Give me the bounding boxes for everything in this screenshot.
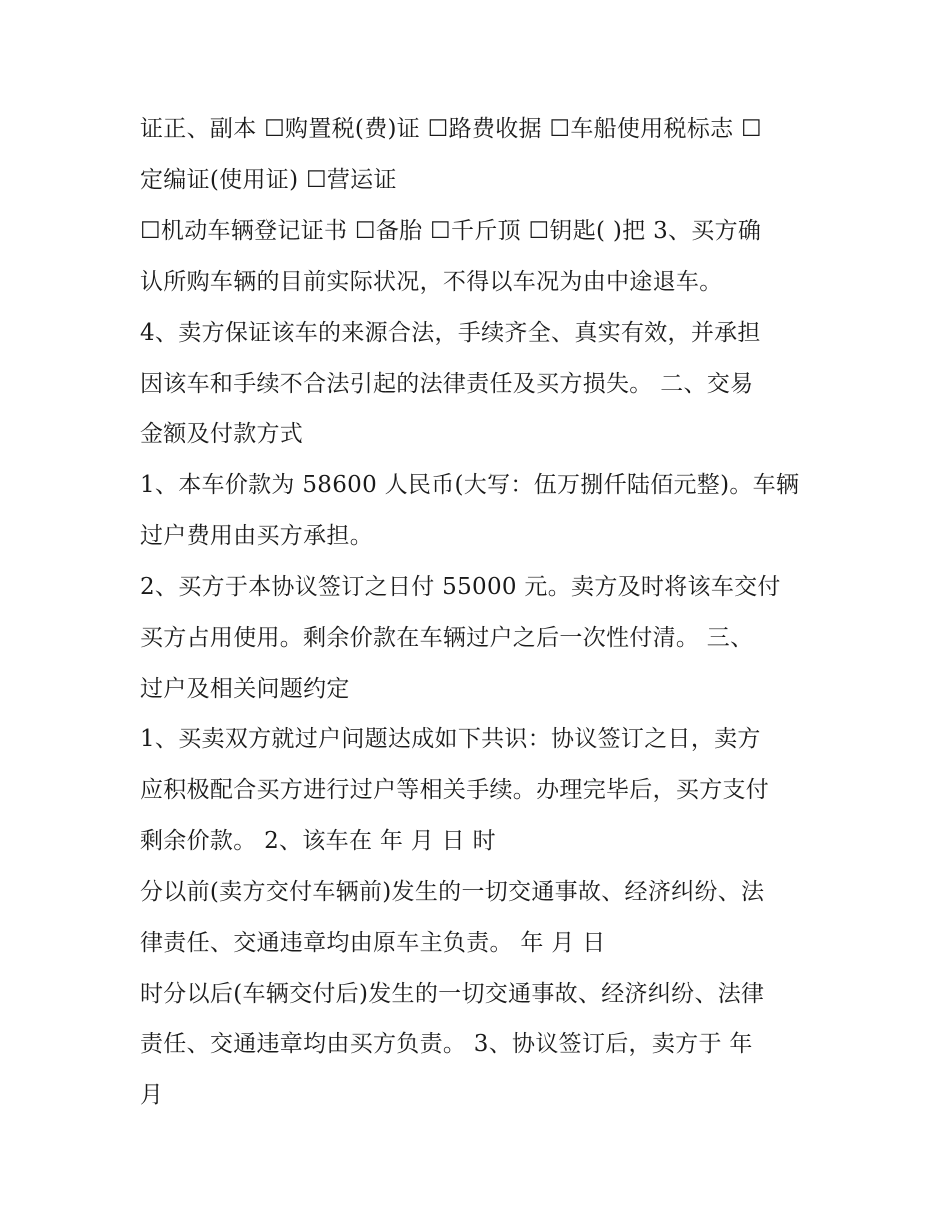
text-line: ☐机动车辆登记证书 ☐备胎 ☐千斤顶 ☐钥匙( )把 3、买方确 [140, 218, 762, 244]
text-line: 证正、副本 ☐购置税(费)证 ☐路费收据 ☐车船使用税标志 ☐ [140, 116, 762, 142]
text-line: 责任、交通违章均由买方负责。 3、协议签订后，卖方于 年 [140, 1031, 753, 1057]
text-line: 月 [140, 1082, 164, 1108]
section-heading: 过户及相关问题约定 [140, 676, 350, 702]
text-line: 分以前(卖方交付车辆前)发生的一切交通事故、经济纠纷、法 [140, 879, 765, 905]
text-line: 认所购车辆的目前实际状况，不得以车况为由中途退车。 [140, 269, 723, 295]
text-line: 1、买卖双方就过户问题达成如下共识：协议签订之日，卖方 [140, 726, 761, 752]
text-line: 应积极配合买方进行过户等相关手续。办理完毕后，买方支付 [140, 777, 770, 803]
text-line: 定编证(使用证) ☐营运证 [140, 167, 397, 193]
text-line: 时分以后(车辆交付后)发生的一切交通事故、经济纠纷、法律 [140, 981, 765, 1007]
text-line: 4、卖方保证该车的来源合法，手续齐全、真实有效，并承担 [140, 320, 761, 346]
text-line: 买方占用使用。剩余价款在车辆过户之后一次性付清。 三、 [140, 625, 754, 651]
text-line: 1、本车价款为 58600 人民币(大写：伍万捌仟陆佰元整)。车辆 [140, 472, 800, 498]
section-heading: 金额及付款方式 [140, 421, 304, 447]
text-line: 律责任、交通违章均由原车主负责。 年 月 日 [140, 930, 606, 956]
text-line: 因该车和手续不合法引起的法律责任及买方损失。 二、交易 [140, 371, 754, 397]
text-line: 剩余价款。 2、该车在 年 月 日 时 [140, 828, 496, 854]
text-line: 过户费用由买方承担。 [140, 523, 373, 549]
text-line: 2、买方于本协议签订之日付 55000 元。卖方及时将该车交付 [140, 574, 781, 600]
